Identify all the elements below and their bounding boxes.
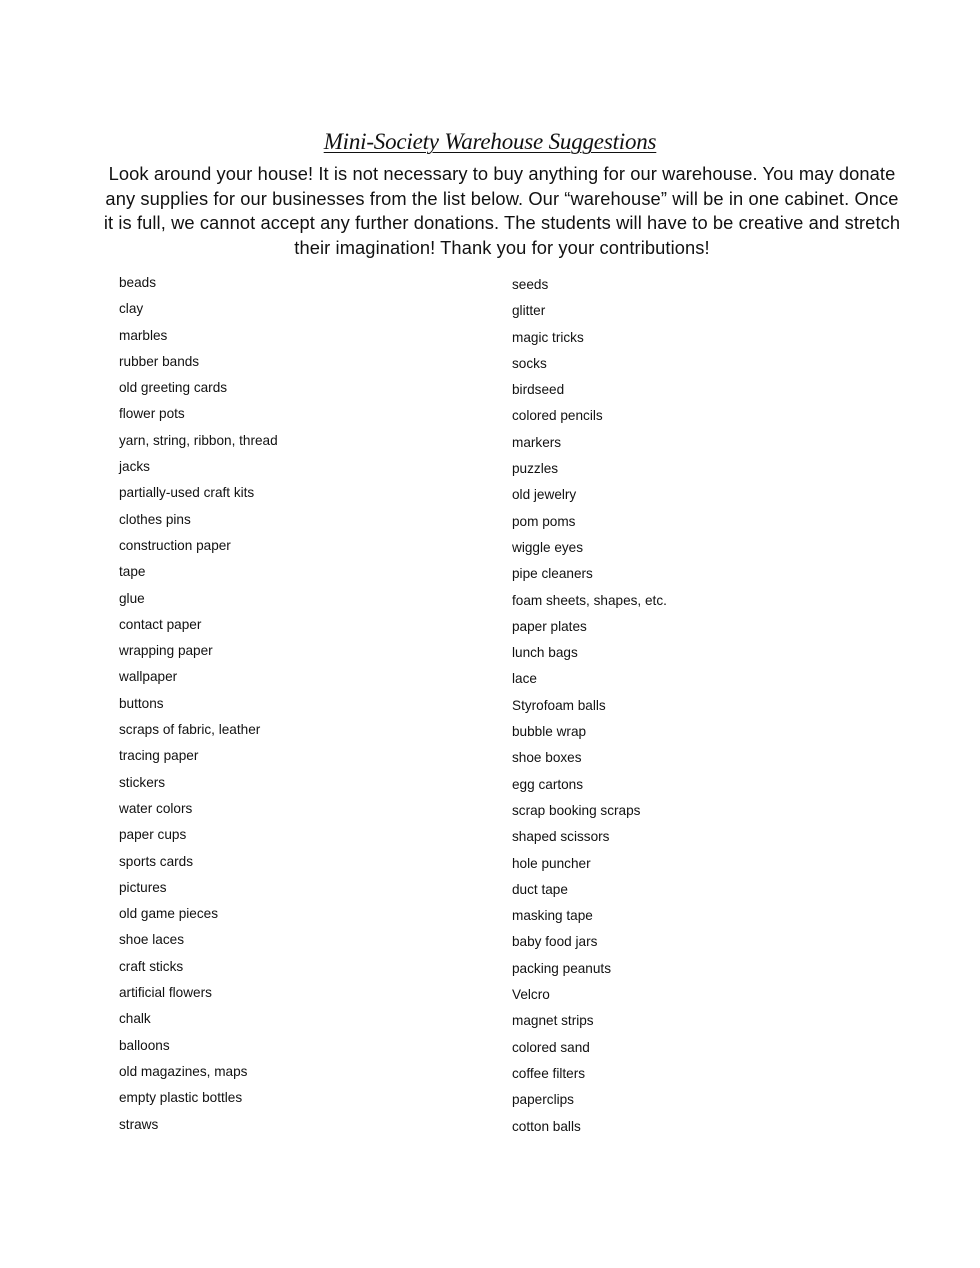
list-item: hole puncher bbox=[512, 855, 591, 871]
list-item: shoe boxes bbox=[512, 750, 582, 766]
list-item: paperclips bbox=[512, 1092, 574, 1108]
list-item: straws bbox=[119, 1116, 159, 1132]
list-item: wiggle eyes bbox=[512, 539, 584, 555]
list-item: clothes pins bbox=[119, 511, 191, 527]
list-item: packing peanuts bbox=[512, 960, 612, 976]
list-item: marbles bbox=[119, 327, 168, 343]
list-item: seeds bbox=[512, 277, 549, 292]
list-item: partially-used craft kits bbox=[119, 485, 255, 501]
list-item: old game pieces bbox=[119, 906, 218, 922]
list-item: socks bbox=[512, 355, 547, 371]
list-item: baby food jars bbox=[512, 934, 598, 950]
list-item: old magazines, maps bbox=[119, 1063, 248, 1079]
list-item: coffee filters bbox=[512, 1065, 586, 1081]
list-item: jacks bbox=[119, 459, 150, 475]
list-item: old jewelry bbox=[512, 487, 577, 503]
page-title: Mini-Society Warehouse Suggestions bbox=[323, 129, 657, 154]
list-item: Styrofoam balls bbox=[512, 697, 606, 713]
list-item: paper cups bbox=[119, 827, 187, 843]
list-item: tape bbox=[119, 564, 146, 580]
list-item: scraps of fabric, leather bbox=[119, 722, 261, 738]
list-item: shaped scissors bbox=[512, 829, 610, 845]
list-item: flower pots bbox=[119, 406, 185, 422]
list-item: foam sheets, shapes, etc. bbox=[512, 592, 667, 608]
list-item: craft sticks bbox=[119, 958, 184, 974]
list-item: empty plastic bottles bbox=[119, 1090, 243, 1106]
list-item: tracing paper bbox=[119, 748, 199, 764]
list-item: glitter bbox=[512, 303, 546, 319]
list-item: Velcro bbox=[512, 987, 550, 1003]
list-item: yarn, string, ribbon, thread bbox=[119, 432, 278, 448]
list-item: puzzles bbox=[512, 461, 559, 477]
list-item: pipe cleaners bbox=[512, 566, 593, 582]
list-item: pictures bbox=[119, 879, 167, 895]
list-item: masking tape bbox=[512, 908, 593, 924]
list-item: shoe laces bbox=[119, 932, 184, 948]
list-item: colored sand bbox=[512, 1039, 590, 1055]
list-item: scrap booking scraps bbox=[512, 802, 641, 818]
list-item: chalk bbox=[119, 1011, 151, 1027]
list-item: wallpaper bbox=[119, 669, 178, 685]
list-item: glue bbox=[119, 590, 145, 606]
list-item: markers bbox=[512, 434, 562, 450]
list-item: beads bbox=[119, 275, 157, 290]
supply-list-left bbox=[119, 270, 479, 1138]
list-item: rubber bands bbox=[119, 353, 200, 369]
list-item: balloons bbox=[119, 1037, 170, 1053]
list-item: water colors bbox=[119, 800, 193, 816]
list-item: sports cards bbox=[119, 853, 194, 869]
list-item: bubble wrap bbox=[512, 724, 587, 740]
intro-paragraph: Look around your house! It is not necessary to buy anything for our warehouse. You may donate any supplies for our businesses from the list below. Our “warehouse” will be in one cabinet. Once it is full, we cannot accept any further donations. The students will have to be creative and stretch their imagination! Thank you for your contributions! bbox=[103, 163, 901, 258]
list-item: duct tape bbox=[512, 881, 568, 897]
list-item: lunch bags bbox=[512, 645, 578, 661]
list-item: paper plates bbox=[512, 618, 587, 634]
list-item: magic tricks bbox=[512, 329, 584, 345]
list-item: pom poms bbox=[512, 513, 576, 529]
list-item: buttons bbox=[119, 695, 164, 711]
list-item: construction paper bbox=[119, 537, 231, 553]
list-item: colored pencils bbox=[512, 408, 603, 424]
list-item: clay bbox=[119, 301, 144, 317]
list-item: birdseed bbox=[512, 382, 565, 398]
list-item: contact paper bbox=[119, 616, 202, 632]
list-item: stickers bbox=[119, 774, 166, 790]
list-item: artificial flowers bbox=[119, 985, 212, 1001]
list-item: cotton balls bbox=[512, 1118, 581, 1134]
list-item: lace bbox=[512, 671, 537, 687]
list-item: egg cartons bbox=[512, 776, 584, 792]
list-item: old greeting cards bbox=[119, 380, 228, 396]
supply-list-right bbox=[512, 272, 872, 1140]
list-item: magnet strips bbox=[512, 1013, 594, 1029]
list-item: wrapping paper bbox=[119, 643, 213, 659]
